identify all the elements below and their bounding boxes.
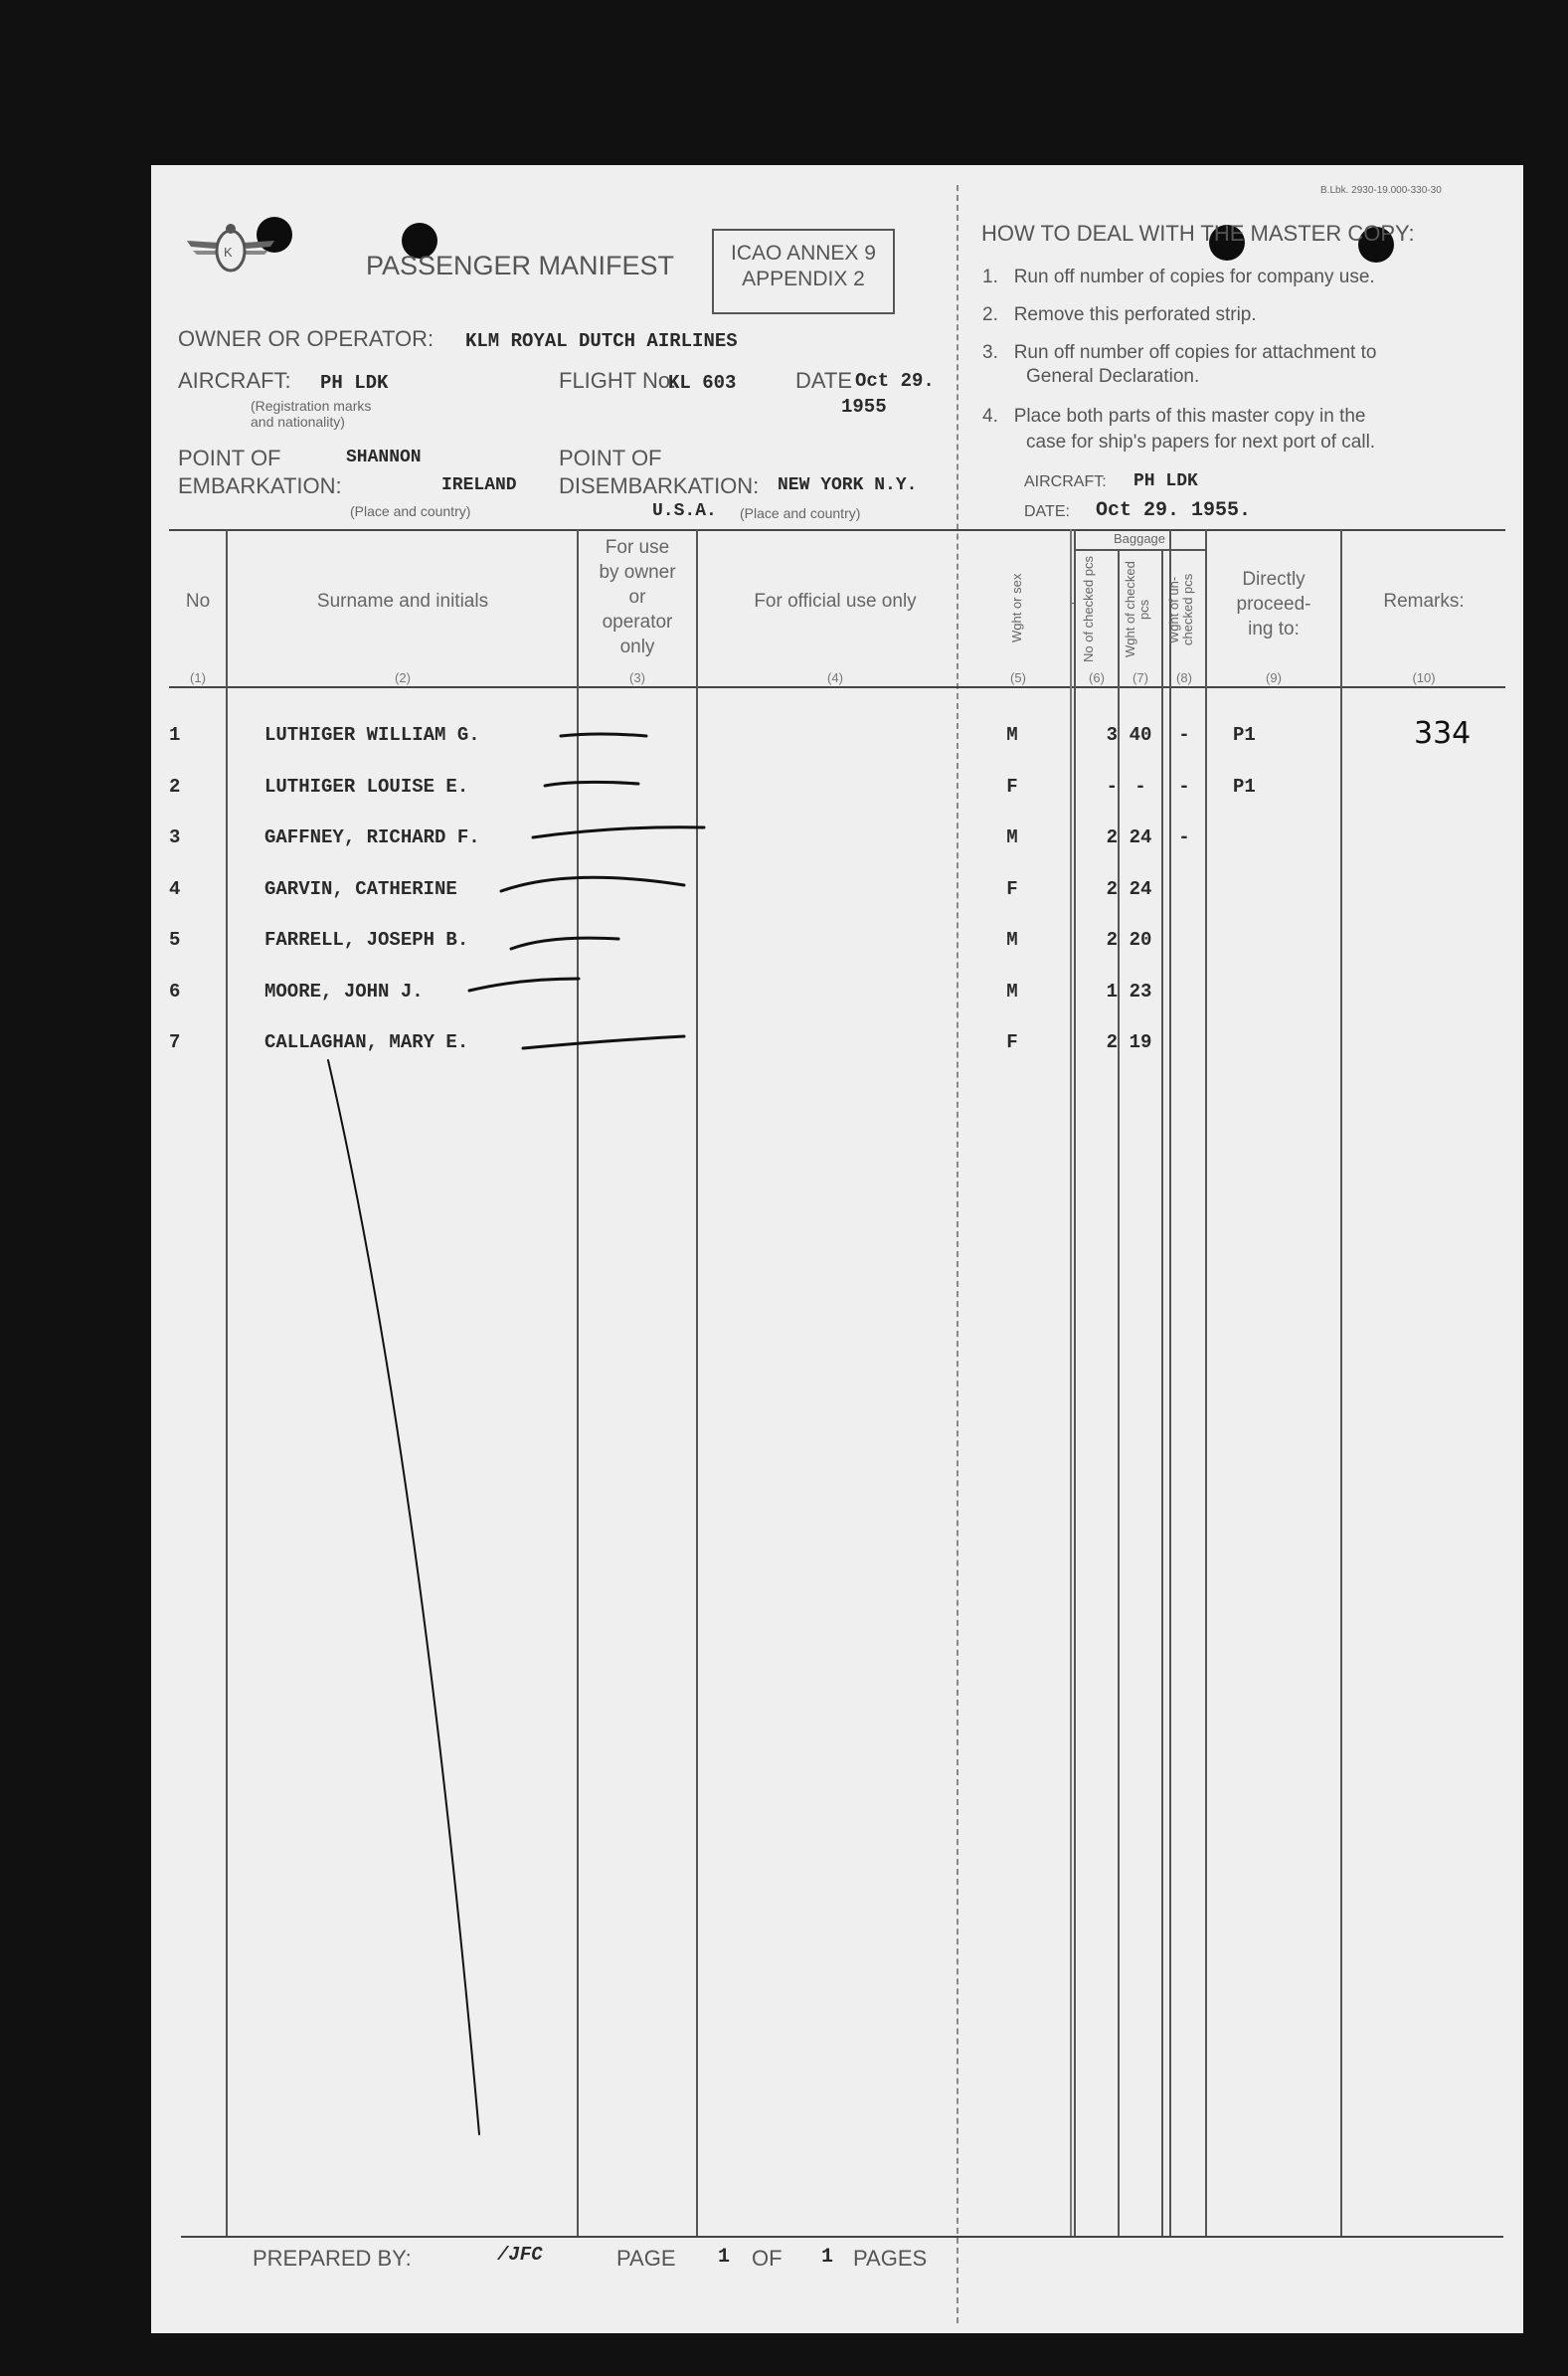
- checked-weight: -: [1134, 775, 1146, 798]
- icao-appendix: APPENDIX 2: [742, 268, 865, 290]
- checked-weight: 24: [1129, 877, 1152, 900]
- col-number: (2): [395, 670, 411, 685]
- instruction-item-cont: case for ship's papers for next port of call.: [1026, 432, 1376, 453]
- instruction-item: 4. Place both parts of this master copy in the: [982, 406, 1366, 427]
- instruction-item: 1. Run off number of copies for company use.: [982, 267, 1375, 287]
- passenger-sex: M: [1006, 826, 1018, 848]
- total-pages: 1: [821, 2246, 834, 2269]
- passenger-sex: M: [1006, 980, 1018, 1003]
- proceeding-to: P1: [1233, 724, 1256, 746]
- disembarkation-value: NEW YORK N.Y.: [778, 475, 918, 495]
- prepared-by-value: /JFC: [497, 2244, 543, 2266]
- baggage-header: Baggage: [1113, 531, 1166, 546]
- passenger-sex: F: [1006, 877, 1018, 900]
- row-number: 4: [169, 877, 181, 900]
- checked-weight: 23: [1129, 980, 1152, 1003]
- embarkation-note: (Place and country): [350, 503, 471, 519]
- strip-date-value: Oct 29. 1955.: [1096, 499, 1252, 522]
- aircraft-note: (Registration marks: [251, 398, 372, 414]
- col-number: (7): [1132, 670, 1148, 685]
- col-no-header: No: [185, 591, 211, 612]
- flight-value: KL 603: [668, 372, 737, 394]
- date-year: 1955: [841, 396, 887, 418]
- row-number: 6: [169, 980, 181, 1003]
- checked-pieces: 3: [1106, 724, 1118, 746]
- passenger-name: GAFFNEY, RICHARD F.: [264, 826, 480, 848]
- col-proceeding-header: Directly proceed- ing to:: [1236, 569, 1311, 640]
- aircraft-value: PH LDK: [320, 372, 389, 394]
- passenger-sex: F: [1006, 1031, 1018, 1053]
- checked-pieces: 2: [1106, 929, 1118, 951]
- col-owner-use-header: For use by owner or operator only: [599, 537, 676, 657]
- passenger-name: GARVIN, CATHERINE: [264, 877, 457, 900]
- unchecked-weight: -: [1178, 724, 1190, 746]
- date-value: Oct 29.: [855, 370, 935, 392]
- passenger-name: LUTHIGER LOUISE E.: [264, 775, 469, 798]
- row-number: 3: [169, 826, 181, 848]
- passenger-name: LUTHIGER WILLIAM G.: [264, 724, 480, 746]
- col-wght-checked-header: Wght of checked pcs: [1123, 561, 1151, 658]
- passenger-name: MOORE, JOHN J.: [264, 980, 424, 1003]
- passenger-name: CALLAGHAN, MARY E.: [264, 1031, 469, 1053]
- col-number: (6): [1089, 670, 1105, 685]
- embarkation-value: SHANNON: [346, 448, 422, 467]
- icao-annex: ICAO ANNEX 9: [731, 242, 876, 265]
- manifest-sheet: [151, 165, 1523, 2333]
- checked-weight: 40: [1129, 724, 1152, 746]
- owner-value: KLM ROYAL DUTCH AIRLINES: [465, 330, 738, 352]
- flight-label: FLIGHT No.: [559, 368, 677, 393]
- col-number: (8): [1176, 670, 1192, 685]
- svg-text:K: K: [224, 245, 233, 260]
- passenger-name: FARRELL, JOSEPH B.: [264, 929, 469, 951]
- embarkation-label: POINT OF: [178, 446, 281, 470]
- handwritten-strokes: [151, 165, 1523, 2333]
- manifest-title: PASSENGER MANIFEST: [366, 251, 675, 280]
- aircraft-note: and nationality): [251, 414, 345, 430]
- col-official-header: For official use only: [754, 591, 917, 612]
- prepared-by-label: PREPARED BY:: [253, 2246, 412, 2271]
- disembarkation-note: (Place and country): [740, 505, 861, 521]
- strip-aircraft-value: PH LDK: [1133, 471, 1198, 491]
- col-surname-header: Surname and initials: [316, 591, 489, 612]
- embarkation-country: IRELAND: [441, 475, 517, 495]
- checked-pieces: 1: [1106, 980, 1118, 1003]
- checked-weight: 20: [1129, 929, 1152, 951]
- col-checked-pcs-header: No of checked pcs: [1081, 556, 1096, 663]
- col-number: (1): [190, 670, 206, 685]
- pages-label: PAGES: [853, 2246, 928, 2271]
- disembarkation-country: U.S.A.: [652, 501, 717, 521]
- col-wght-unchecked-header: Wght of un-checked pcs: [1166, 573, 1195, 646]
- row-number: 5: [169, 929, 181, 951]
- checked-pieces: 2: [1106, 826, 1118, 848]
- instruction-item: 2. Remove this perforated strip.: [982, 304, 1257, 325]
- instruction-item-cont: General Declaration.: [1026, 366, 1200, 387]
- col-number: (4): [827, 670, 843, 685]
- col-remarks-header: Remarks:: [1383, 591, 1465, 612]
- strip-aircraft-label: AIRCRAFT:: [1024, 473, 1107, 490]
- of-label: OF: [752, 2246, 783, 2271]
- proceeding-to: P1: [1233, 775, 1256, 798]
- checked-weight: 19: [1129, 1031, 1152, 1053]
- embarkation-label: EMBARKATION:: [178, 473, 342, 498]
- row-number: 1: [169, 724, 181, 746]
- aircraft-label: AIRCRAFT:: [178, 368, 291, 393]
- disembarkation-label: DISEMBARKATION:: [559, 473, 760, 498]
- checked-weight: 24: [1129, 826, 1152, 848]
- passenger-sex: F: [1006, 775, 1018, 798]
- page-label: PAGE: [616, 2246, 676, 2271]
- col-number: (9): [1266, 670, 1282, 685]
- strip-date-label: DATE:: [1024, 503, 1070, 520]
- col-number: (5): [1010, 670, 1026, 685]
- checked-pieces: -: [1106, 775, 1118, 798]
- row-number: 2: [169, 775, 181, 798]
- col-number: (10): [1412, 670, 1436, 685]
- disembarkation-label: POINT OF: [559, 446, 662, 470]
- passenger-sex: M: [1006, 724, 1018, 746]
- instruction-item: 3. Run off number off copies for attachment to: [982, 342, 1377, 363]
- col-number: (3): [629, 670, 645, 685]
- passenger-sex: M: [1006, 929, 1018, 951]
- owner-label: OWNER OR OPERATOR:: [178, 326, 435, 351]
- unchecked-weight: -: [1178, 775, 1190, 798]
- page-number: 1: [718, 2246, 731, 2269]
- unchecked-weight: -: [1178, 826, 1190, 848]
- row-number: 7: [169, 1031, 181, 1053]
- checked-pieces: 2: [1106, 877, 1118, 900]
- form-code: B.Lbk. 2930-19.000-330-30: [1320, 185, 1442, 196]
- col-sex-header: Wght or sex: [1009, 573, 1024, 642]
- remarks-value: 334: [1414, 716, 1472, 751]
- date-label: DATE: [795, 368, 853, 393]
- checked-pieces: 2: [1106, 1031, 1118, 1053]
- instructions-title: HOW TO DEAL WITH THE MASTER COPY:: [981, 221, 1415, 246]
